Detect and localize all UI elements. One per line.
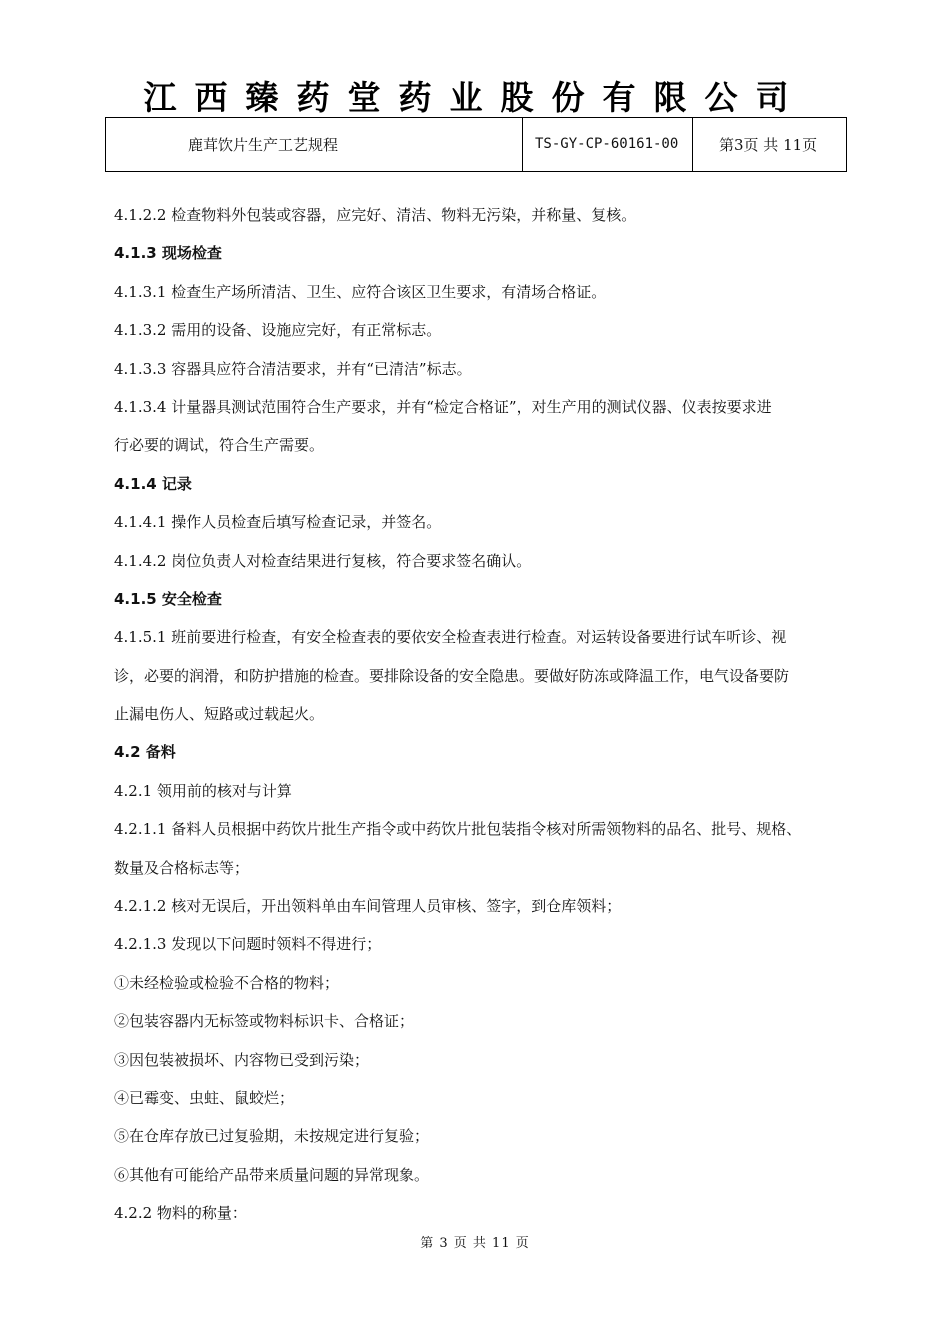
body-text-line: 4.2.2 物料的称量： [114,1204,247,1223]
body-text-line: 4.1.3.1 检查生产场所清洁、卫生、应符合该区卫生要求，有清场合格证。 [114,282,607,301]
body-text-line: 数量及合格标志等； [114,858,250,877]
page-info: 第3页 共 11页 [719,136,818,154]
body-text-line: 4.2.1.3 发现以下问题时领料不得进行； [114,935,382,954]
document-body [114,196,864,1233]
body-text-line: ②包装容器内无标签或物料标识卡、合格证； [114,1012,415,1031]
document-header-table [105,117,847,172]
section-heading: 4.1.3 现场检查 [114,244,222,263]
doc-title: 鹿茸饮片生产工艺规程 [188,136,339,154]
body-text-line: ①未经检验或检验不合格的物料； [114,973,340,992]
body-text-line: 诊，必要的润滑，和防护措施的检查。要排除设备的安全隐患。要做好防冻或降温工作，电气设备要防 [114,666,790,685]
body-text-line: 4.1.4.1 操作人员检查后填写检查记录，并签名。 [114,513,442,532]
page-info-cell [693,118,846,171]
body-text-line: 4.1.4.2 岗位负责人对检查结果进行复核，符合要求签名确认。 [114,551,532,570]
company-name: 江西臻药堂药业股份有限公司 [143,78,807,117]
doc-code-cell [523,118,693,171]
body-text-line: 4.2.1 领用前的核对与计算 [114,781,292,800]
body-text-line: ⑥其他有可能给产品带来质量问题的异常现象。 [114,1165,430,1184]
body-text-line: 4.1.5.1 班前要进行检查，有安全检查表的要依安全检查表进行检查。对运转设备要进行试车听诊、视 [114,628,787,647]
body-text-line: 4.1.3.3 容器具应符合清洁要求，并有“已清洁”标志。 [114,359,472,378]
body-text-line: ④已霉变、虫蛀、鼠蛟烂； [114,1088,295,1107]
page-footer: 第 3 页 共 11 页 [420,1236,530,1251]
body-text-line: 4.1.3.2 需用的设备、设施应完好，有正常标志。 [114,321,442,340]
doc-title-cell [106,118,523,171]
body-text-line: 4.2.1.2 核对无误后，开出领料单由车间管理人员审核、签字，到仓库领料； [114,897,622,916]
body-text-line: ③因包装被损坏、内容物已受到污染； [114,1050,370,1069]
section-heading: 4.1.4 记录 [114,474,192,493]
body-text-line: 4.1.3.4 计量器具测试范围符合生产要求，并有“检定合格证”，对生产用的测试仪器、仪表按要求进 [114,397,772,416]
body-text-line: 行必要的调试，符合生产需要。 [114,436,325,455]
body-text-line: ⑤在仓库存放已过复验期，未按规定进行复验； [114,1127,430,1146]
section-heading: 4.2 备料 [114,743,176,762]
body-text-line: 4.2.1.1 备料人员根据中药饮片批生产指令或中药饮片批包装指令核对所需领物料的品名、批号、规格、 [114,820,802,839]
doc-code: TS-GY-CP-60161-00 [535,136,679,152]
body-text-line: 4.1.2.2 检查物料外包装或容器，应完好、清洁、物料无污染，并称量、复核。 [114,206,637,224]
section-heading: 4.1.5 安全检查 [114,589,222,608]
body-text-line: 止漏电伤人、短路或过载起火。 [114,705,325,724]
